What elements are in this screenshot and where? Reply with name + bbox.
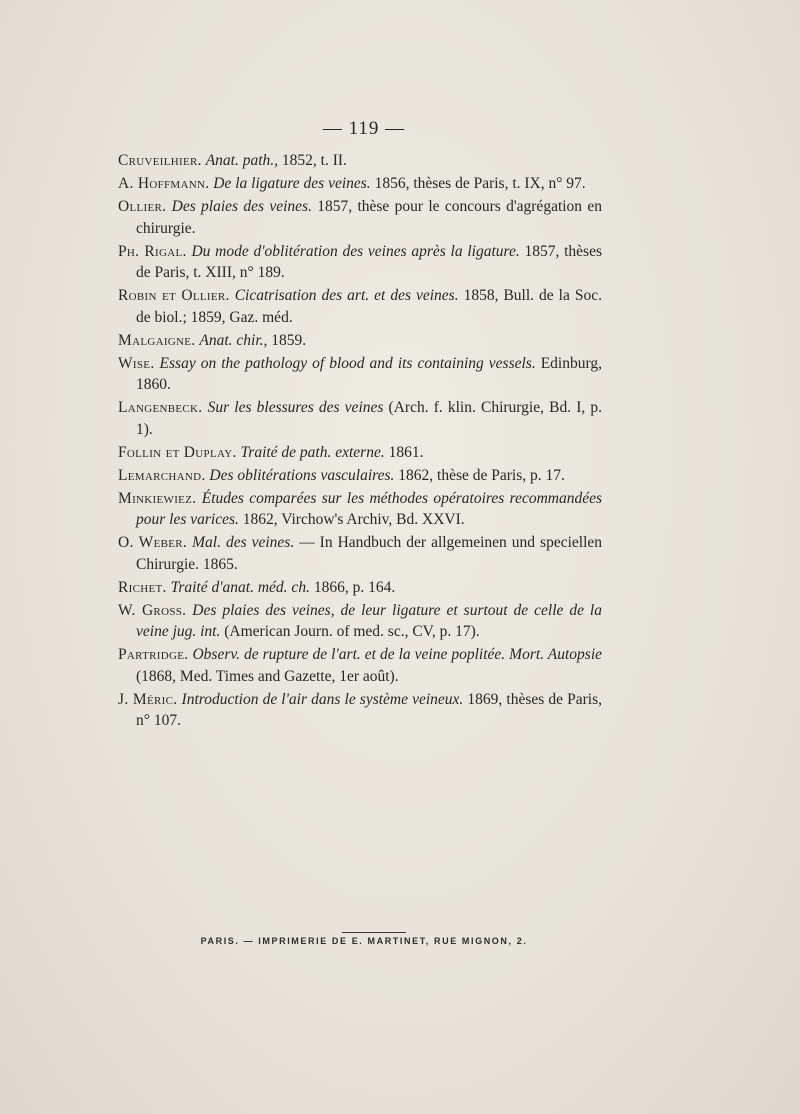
bibliography-entry bbox=[118, 285, 602, 328]
entry-details: — In Handbuch der allgemeinen und speciellen Chirurgie. 1865. bbox=[136, 534, 603, 573]
entry-title: Sur les blessures des veines bbox=[207, 399, 384, 416]
bibliography-entry bbox=[118, 465, 602, 487]
entry-author: Richet. bbox=[118, 578, 167, 596]
entry-details: (Arch. f. klin. Chirurgie, Bd. I, p. 1). bbox=[136, 399, 603, 438]
entry-author: O. Weber. bbox=[118, 534, 188, 551]
entry-title: Études comparées sur les méthodes opératoires recommandées pour les varices. bbox=[136, 489, 603, 528]
entry-details: 1857, thèses de Paris, t. XIII, n° 189. bbox=[136, 242, 602, 281]
entry-details: (1868, Med. Times and Gazette, 1er août). bbox=[136, 667, 399, 685]
bibliography-entry bbox=[118, 442, 602, 464]
printer-imprint: PARIS. — IMPRIMERIE DE E. MARTINET, RUE MIGNON, 2. bbox=[200, 936, 528, 946]
entry-author: Robin et Ollier. bbox=[118, 287, 230, 304]
entry-title: Mal. des veines. bbox=[192, 534, 295, 551]
entry-title: Traité de path. externe. bbox=[240, 443, 385, 461]
entry-author: Follin et Duplay. bbox=[118, 443, 237, 461]
entry-author: Partridge. bbox=[118, 646, 189, 663]
entry-details: 1862, Virchow's Archiv, Bd. XXVI. bbox=[238, 511, 465, 528]
entry-details: (American Journ. of med. sc., CV, p. 17). bbox=[220, 623, 480, 640]
entry-details: 1866, p. 164. bbox=[309, 578, 396, 596]
entry-author: A. Hoffmann. bbox=[118, 175, 210, 192]
entry-author: Langenbeck. bbox=[118, 399, 203, 416]
entry-details: 1858, Bull. de la Soc. de biol.; 1859, Gaz. méd. bbox=[136, 287, 602, 326]
entry-details: 1861. bbox=[384, 443, 424, 461]
entry-details: 1852, t. II. bbox=[278, 152, 347, 169]
entry-title: Anat. path., bbox=[205, 152, 279, 169]
entry-title: Des oblitérations vasculaires. bbox=[209, 466, 395, 484]
entry-author: W. Gross. bbox=[118, 601, 187, 619]
entry-details: 1857, thèse pour le concours d'agrégation en chirurgie. bbox=[136, 198, 602, 237]
bibliography-entry bbox=[118, 397, 602, 440]
entry-title: Des plaies des veines. bbox=[171, 198, 312, 215]
bibliography-entry bbox=[118, 150, 602, 172]
entry-author: J. Méric. bbox=[118, 690, 178, 708]
entry-title: Traité d'anat. méd. ch. bbox=[170, 578, 310, 596]
entry-author: Wise. bbox=[118, 354, 155, 372]
entry-author: Ollier. bbox=[118, 198, 167, 215]
bibliography-entry bbox=[118, 241, 602, 284]
entry-author: Cruveilhier. bbox=[118, 152, 202, 169]
entry-author: Ph. Rigal. bbox=[118, 242, 187, 260]
entry-author: Malgaigne. bbox=[118, 331, 196, 349]
bibliography-entry bbox=[118, 353, 602, 396]
bibliography-entry bbox=[118, 600, 602, 643]
bibliography-entry bbox=[118, 644, 602, 687]
entry-details: 1856, thèses de Paris, t. IX, n° 97. bbox=[370, 175, 586, 192]
bibliography-entry bbox=[118, 532, 602, 575]
entry-author: Lemarchand. bbox=[118, 466, 206, 484]
footer-rule bbox=[342, 932, 406, 933]
page-number: — 119 — bbox=[322, 118, 406, 139]
bibliography-entry bbox=[118, 488, 602, 531]
entry-details: 1859. bbox=[267, 331, 307, 349]
entry-title: Du mode d'oblitération des veines après la ligature. bbox=[191, 242, 520, 260]
entry-title: Essay on the pathology of blood and its containing vessels. bbox=[159, 354, 536, 372]
bibliography-entry bbox=[118, 196, 602, 239]
entry-details: 1869, thèses de Paris, n° 107. bbox=[136, 690, 602, 729]
entry-author: Minkiewiez. bbox=[118, 489, 197, 507]
bibliography-entry bbox=[118, 173, 602, 195]
entry-title: Anat. chir., bbox=[199, 331, 268, 349]
bibliography-entry bbox=[118, 689, 602, 732]
entry-title: Des plaies des veines, de leur ligature et surtout de celle de la veine jug. int. bbox=[136, 601, 602, 640]
bibliography-list bbox=[118, 150, 602, 733]
entry-title: Introduction de l'air dans le système veineux. bbox=[181, 690, 464, 708]
entry-title: Cicatrisation des art. et des veines. bbox=[234, 287, 459, 304]
entry-details: 1862, thèse de Paris, p. 17. bbox=[394, 466, 565, 484]
entry-details: Edinburg, 1860. bbox=[136, 354, 602, 393]
entry-title: Observ. de rupture de l'art. et de la veine poplitée. Mort. Autopsie bbox=[192, 646, 603, 663]
entry-title: De la ligature des veines. bbox=[213, 175, 371, 192]
bibliography-entry bbox=[118, 330, 602, 352]
bibliography-entry bbox=[118, 577, 602, 599]
